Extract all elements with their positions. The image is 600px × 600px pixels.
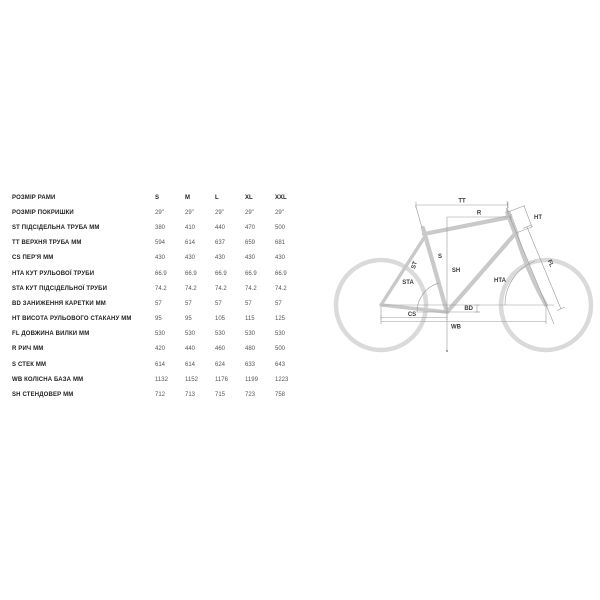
row-value: 530 bbox=[275, 331, 286, 338]
table-row bbox=[12, 281, 307, 296]
size-column-header: L bbox=[215, 194, 219, 201]
row-value: 500 bbox=[275, 224, 286, 231]
row-value: 637 bbox=[215, 240, 226, 247]
row-value: 29" bbox=[275, 209, 284, 216]
row-label: HT ВИСОТА РУЛЬОВОГО СТАКАНУ ММ bbox=[12, 316, 132, 323]
row-value: 681 bbox=[275, 240, 286, 247]
row-label: ST ПІДСІДЕЛЬНА ТРУБА ММ bbox=[12, 224, 100, 231]
row-value: 530 bbox=[155, 331, 166, 338]
row-label: WB КОЛІСНА БАЗА ММ bbox=[12, 376, 84, 383]
row-value: 430 bbox=[185, 255, 196, 262]
row-value: 715 bbox=[215, 392, 226, 399]
label-sh: SH bbox=[451, 268, 461, 274]
row-value: 594 bbox=[155, 240, 166, 247]
geometry-table bbox=[12, 190, 307, 403]
table-row bbox=[12, 342, 307, 357]
row-value: 57 bbox=[185, 300, 192, 307]
row-value: 530 bbox=[245, 331, 256, 338]
row-label: S СТЕК ММ bbox=[12, 361, 47, 368]
row-label: TT ВЕРХНЯ ТРУБА ММ bbox=[12, 240, 82, 247]
row-value: 410 bbox=[185, 224, 196, 231]
frame bbox=[381, 210, 546, 312]
label-ht: HT bbox=[534, 215, 542, 221]
row-value: 95 bbox=[155, 316, 162, 323]
table-row bbox=[12, 296, 307, 311]
row-value: 105 bbox=[215, 316, 226, 323]
row-value: 57 bbox=[155, 300, 162, 307]
row-value: 29" bbox=[155, 209, 164, 216]
label-bd: BD bbox=[464, 306, 473, 312]
label-sta: STA bbox=[402, 280, 414, 286]
row-value: 29" bbox=[215, 209, 224, 216]
row-value: 115 bbox=[245, 316, 255, 323]
row-label: STA КУТ ПІДСІДЕЛЬНОЇ ТРУБИ bbox=[12, 285, 108, 292]
row-value: 66.9 bbox=[275, 270, 287, 277]
row-value: 460 bbox=[215, 346, 226, 353]
label-wb: WB bbox=[451, 324, 461, 331]
label-hta: HTA bbox=[494, 278, 506, 284]
row-value: 74.2 bbox=[185, 285, 197, 292]
label-tt: TT bbox=[458, 198, 466, 205]
table-row bbox=[12, 357, 307, 372]
table-row bbox=[12, 372, 307, 387]
chain-stay bbox=[381, 305, 447, 312]
row-value: 1152 bbox=[185, 376, 198, 383]
row-value: 420 bbox=[155, 346, 166, 353]
row-value: 643 bbox=[275, 361, 286, 368]
row-label: SH СТЕНДОВЕР ММ bbox=[12, 392, 74, 399]
row-value: 480 bbox=[245, 346, 256, 353]
row-value: 57 bbox=[245, 300, 252, 307]
label-s: S bbox=[437, 254, 443, 260]
table-row bbox=[12, 236, 307, 251]
label-cs: CS bbox=[407, 312, 417, 318]
row-value: 74.2 bbox=[155, 285, 167, 292]
row-value: 74.2 bbox=[215, 285, 227, 292]
size-column-header: XL bbox=[245, 194, 253, 201]
row-value: 430 bbox=[215, 255, 226, 262]
row-value: 530 bbox=[215, 331, 226, 338]
row-value: 723 bbox=[245, 392, 256, 399]
top-tube bbox=[424, 217, 510, 234]
table-row bbox=[12, 220, 307, 235]
row-value: 74.2 bbox=[245, 285, 257, 292]
row-value: 500 bbox=[275, 346, 286, 353]
standover-line-end-dot bbox=[446, 350, 448, 352]
row-value: 614 bbox=[185, 361, 196, 368]
row-value: 614 bbox=[185, 240, 196, 247]
row-value: 430 bbox=[155, 255, 166, 262]
row-label: РОЗМІР ПОКРИШКИ bbox=[12, 209, 74, 216]
label-fl: FL bbox=[545, 259, 555, 269]
row-label: РОЗМІР РАМИ bbox=[12, 194, 56, 201]
table-row bbox=[12, 205, 307, 220]
row-value: 614 bbox=[155, 361, 166, 368]
row-value: 66.9 bbox=[185, 270, 197, 277]
row-value: 530 bbox=[185, 331, 196, 338]
row-value: 758 bbox=[275, 392, 286, 399]
row-value: 430 bbox=[245, 255, 256, 262]
row-label: HTA КУТ РУЛЬОВОЇ ТРУБИ bbox=[12, 270, 95, 277]
row-value: 440 bbox=[215, 224, 226, 231]
label-r: R bbox=[476, 210, 482, 217]
row-value: 29" bbox=[245, 209, 254, 216]
row-label: FL ДОВЖИНА ВИЛКИ ММ bbox=[12, 331, 90, 338]
row-value: 95 bbox=[185, 316, 192, 323]
row-value: 659 bbox=[245, 240, 256, 247]
row-value: 66.9 bbox=[215, 270, 227, 277]
row-value: 57 bbox=[275, 300, 282, 307]
row-value: 713 bbox=[185, 392, 196, 399]
row-value: 380 bbox=[155, 224, 166, 231]
size-column-header: M bbox=[185, 194, 190, 201]
row-value: 1223 bbox=[275, 376, 289, 383]
table-row bbox=[12, 266, 307, 281]
row-value: 624 bbox=[215, 361, 226, 368]
row-value: 66.9 bbox=[245, 270, 257, 277]
row-value: 57 bbox=[215, 300, 222, 307]
row-value: 430 bbox=[275, 255, 286, 262]
row-value: 440 bbox=[185, 346, 196, 353]
label-st: ST bbox=[411, 260, 419, 270]
row-value: 1176 bbox=[215, 376, 228, 383]
row-value: 1132 bbox=[155, 376, 168, 383]
seat-stay bbox=[381, 238, 424, 305]
table-header-row bbox=[12, 190, 307, 205]
row-label: CS ПЕР'Я ММ bbox=[12, 255, 54, 262]
row-value: 470 bbox=[245, 224, 256, 231]
size-column-header: XXL bbox=[275, 194, 287, 201]
bike-geometry-diagram bbox=[330, 188, 600, 366]
table-row bbox=[12, 251, 307, 266]
row-value: 29" bbox=[185, 209, 194, 216]
row-value: 125 bbox=[275, 316, 286, 323]
row-value: 633 bbox=[245, 361, 256, 368]
row-value: 66.9 bbox=[155, 270, 167, 277]
row-value: 74.2 bbox=[275, 285, 287, 292]
row-label: R РИЧ ММ bbox=[12, 346, 44, 353]
table-row bbox=[12, 312, 307, 327]
row-label: BD ЗАНИЖЕННЯ КАРЕТКИ ММ bbox=[12, 300, 106, 307]
row-value: 1199 bbox=[245, 376, 258, 383]
table-row bbox=[12, 327, 307, 342]
row-value: 712 bbox=[155, 392, 166, 399]
size-column-header: S bbox=[155, 194, 160, 201]
table-row bbox=[12, 387, 307, 402]
